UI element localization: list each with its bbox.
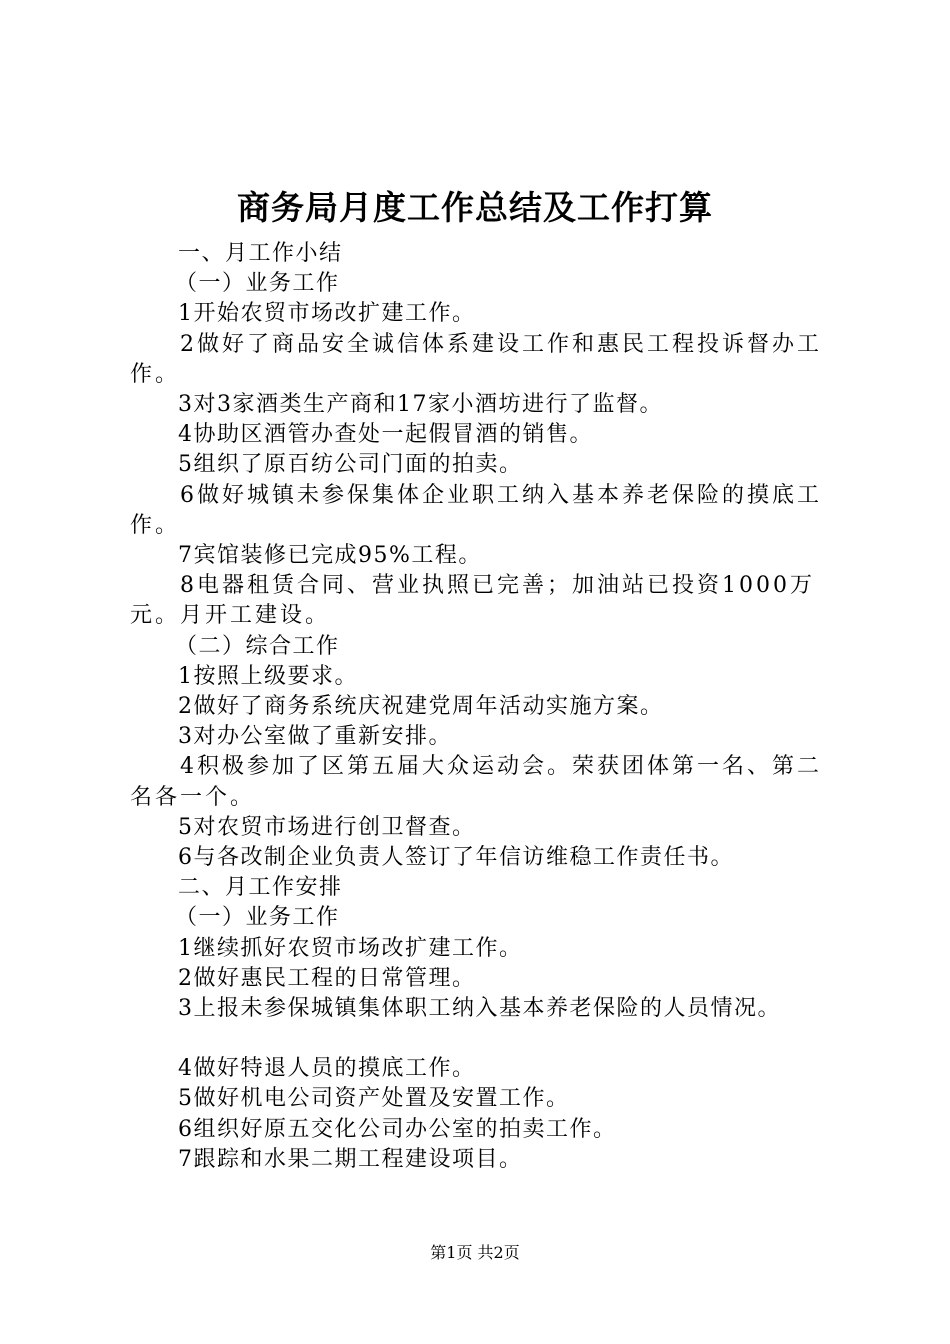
page-footer: 第1页 共2页 (430, 1243, 520, 1262)
paragraph: 5组织了原百纺公司门面的拍卖。 (178, 452, 523, 478)
paragraph: 2做好了商品安全诚信体系建设工作和惠民工程投诉督办工作。 (130, 331, 822, 387)
paragraph: 一、月工作小结 (178, 241, 343, 266)
document-body (130, 239, 842, 1175)
paragraph: 5做好机电公司资产处置及安置工作。 (178, 1086, 570, 1112)
paragraph: （一）业务工作 (175, 905, 340, 931)
paragraph: 4积极参加了区第五届大众运动会。荣获团体第一名、第二名各一个。 (130, 754, 822, 810)
paragraph: 2做好了商务系统庆祝建党周年活动实施方案。 (178, 694, 664, 720)
paragraph: （二）综合工作 (175, 633, 340, 659)
paragraph: （一）业务工作 (175, 271, 340, 297)
paragraph: 6与各改制企业负责人签订了年信访维稳工作责任书。 (178, 845, 734, 871)
paragraph: 7宾馆装修已完成95%工程。 (178, 543, 482, 569)
blank-line (130, 1024, 842, 1054)
paragraph: 二、月工作安排 (178, 875, 343, 901)
document-title: 商务局月度工作总结及工作打算 (237, 188, 713, 227)
paragraph: 6组织好原五交化公司办公室的拍卖工作。 (178, 1116, 617, 1142)
paragraph: 3对3家酒类生产商和17家小酒坊进行了监督。 (178, 392, 663, 418)
paragraph: 1按照上级要求。 (178, 663, 358, 689)
paragraph: 4协助区酒管办查处一起假冒酒的销售。 (178, 422, 593, 448)
paragraph: 6做好城镇未参保集体企业职工纳入基本养老保险的摸底工作。 (130, 482, 822, 538)
paragraph: 3对办公室做了重新安排。 (178, 724, 452, 750)
paragraph: 5对农贸市场进行创卫督查。 (178, 814, 476, 840)
paragraph: 1开始农贸市场改扩建工作。 (178, 301, 476, 327)
paragraph: 3上报未参保城镇集体职工纳入基本养老保险的人员情况。 (178, 996, 781, 1022)
paragraph: 7跟踪和水果二期工程建设项目。 (178, 1146, 523, 1172)
paragraph: 4做好特退人员的摸底工作。 (178, 1056, 476, 1082)
paragraph: 8电器租赁合同、营业执照已完善；加油站已投资1000万元。月开工建设。 (130, 573, 815, 629)
paragraph: 1继续抓好农贸市场改扩建工作。 (178, 935, 523, 961)
paragraph: 2做好惠民工程的日常管理。 (178, 965, 476, 991)
